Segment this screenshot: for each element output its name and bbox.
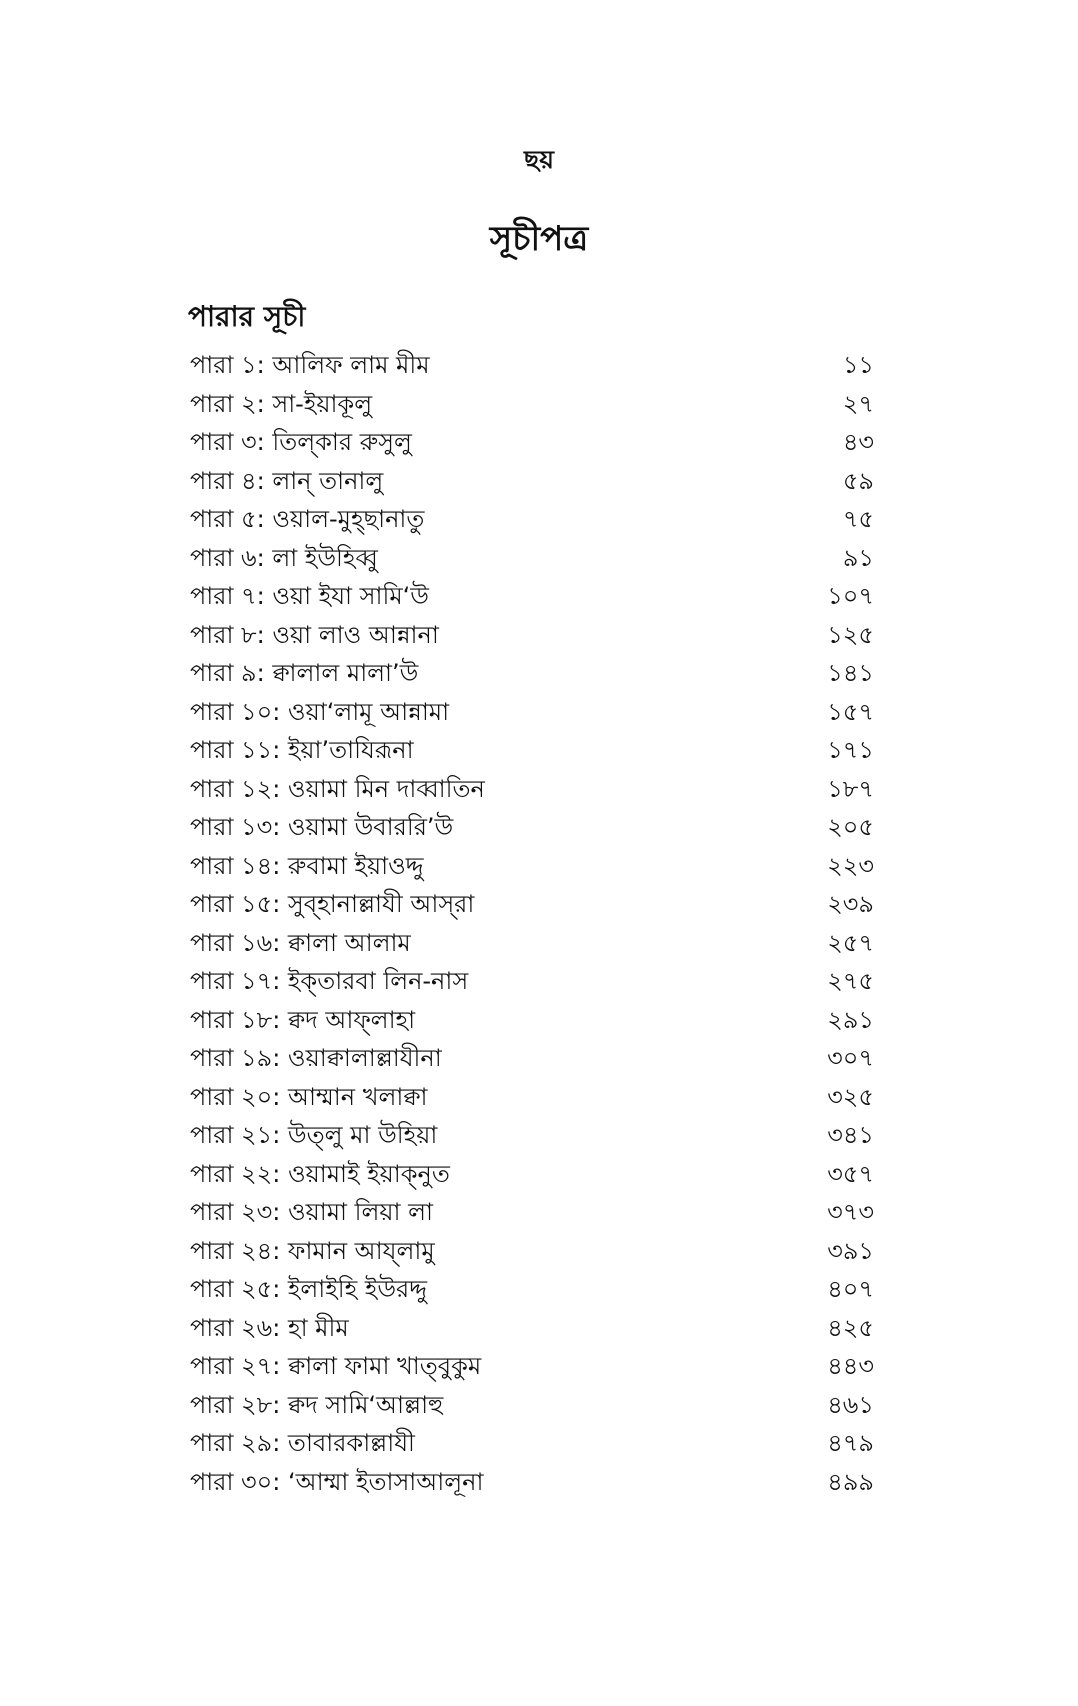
toc-page-number: ৪৪৩	[827, 1352, 874, 1381]
toc-label: পারা ৫: ওয়াল-মুহ্‌ছানাতু	[190, 505, 425, 534]
toc-label: পারা ২৯: তাবারকাল্লাযী	[190, 1429, 415, 1458]
toc-page-number: ২২৩	[827, 851, 874, 880]
toc-row	[190, 887, 874, 926]
toc-label: পারা ১৬: ক্বালা আলাম	[190, 928, 411, 957]
toc-row	[190, 1465, 874, 1504]
toc-page-number: ১০৭	[827, 582, 874, 611]
toc-label: পারা ১২: ওয়ামা মিন দাব্বাতিন	[190, 774, 485, 803]
section-heading: পারার সূচী	[188, 300, 306, 333]
toc-label: পারা ২২: ওয়ামাই ইয়াক্‌নুত	[190, 1159, 450, 1188]
toc-row	[190, 1234, 874, 1273]
toc-page-number: ১১	[842, 351, 874, 380]
toc-row	[190, 502, 874, 541]
toc-page-number: ১৫৭	[827, 697, 874, 726]
toc-row	[190, 1388, 874, 1427]
toc-row	[190, 1311, 874, 1350]
page-number: ছয়	[524, 145, 554, 174]
toc-page-number: ৪৯৯	[827, 1467, 874, 1496]
toc-label: পারা ৭: ওয়া ইযা সামি‘উ	[190, 582, 429, 611]
page-title: সূচীপত্র	[489, 219, 589, 259]
toc-page-number: ২৯১	[827, 1005, 874, 1034]
toc-row	[190, 1426, 874, 1465]
toc-label: পারা ১৮: ক্বদ আফ্‌লাহা	[190, 1005, 416, 1034]
toc-page-number: ১৮৭	[827, 774, 874, 803]
toc-row	[190, 348, 874, 387]
toc-row	[190, 1041, 874, 1080]
toc-label: পারা ২১: উত্‌লু মা উহিয়া	[190, 1121, 438, 1150]
toc-label: পারা ১: আলিফ লাম মীম	[190, 351, 430, 380]
toc-label: পারা ২৭: ক্বালা ফামা খাত্‌বুকুম	[190, 1352, 482, 1381]
toc-list	[190, 348, 874, 1503]
toc-page-number: ২৭	[842, 389, 874, 418]
toc-row	[190, 1080, 874, 1119]
toc-page-number: ৯১	[842, 543, 874, 572]
toc-row	[190, 810, 874, 849]
toc-page-number: ৭৫	[842, 505, 874, 534]
toc-page-number: ৪৩	[842, 428, 874, 457]
toc-row	[190, 579, 874, 618]
toc-row	[190, 656, 874, 695]
toc-page-number: ১৭১	[827, 736, 874, 765]
toc-row	[190, 618, 874, 657]
toc-page-number: ৫৯	[842, 466, 874, 495]
toc-row	[190, 1349, 874, 1388]
toc-row	[190, 849, 874, 888]
toc-label: পারা ২৪: ফামান আয্‌লামু	[190, 1236, 435, 1265]
toc-row	[190, 733, 874, 772]
toc-page-number: ২৩৯	[827, 890, 874, 919]
toc-label: পারা ২৮: ক্বদ সামি‘আল্লাহু	[190, 1390, 444, 1419]
toc-row	[190, 1195, 874, 1234]
toc-row	[190, 541, 874, 580]
toc-page-number: ৪৬১	[827, 1390, 874, 1419]
toc-page-number: ৪০৭	[827, 1275, 874, 1304]
toc-row	[190, 926, 874, 965]
toc-label: পারা ১৩: ওয়ামা উবাররি’উ	[190, 813, 454, 842]
toc-page-number: ৪২৫	[827, 1313, 874, 1342]
toc-row	[190, 772, 874, 811]
toc-label: পারা ১৪: রুবামা ইয়াওদ্দু	[190, 851, 424, 880]
toc-row	[190, 387, 874, 426]
toc-page-number: ৩৯১	[827, 1236, 874, 1265]
toc-page-number: ৪৭৯	[827, 1429, 874, 1458]
toc-row	[190, 464, 874, 503]
toc-label: পারা ২৬: হা মীম	[190, 1313, 349, 1342]
toc-row	[190, 1272, 874, 1311]
toc-label: পারা ২৫: ইলাইহি ইউরদ্দু	[190, 1275, 427, 1304]
toc-label: পারা ১৯: ওয়াক্বালাল্লাযীনা	[190, 1044, 442, 1073]
toc-page-number: ২০৫	[827, 813, 874, 842]
toc-label: পারা ৯: ক্বালাল মালা’উ	[190, 659, 419, 688]
toc-row	[190, 1157, 874, 1196]
toc-label: পারা ১১: ইয়া’তাযিরূনা	[190, 736, 414, 765]
toc-label: পারা ২০: আম্মান খলাক্বা	[190, 1082, 428, 1111]
toc-label: পারা ২: সা-ইয়াকূলু	[190, 389, 373, 418]
toc-row	[190, 695, 874, 734]
toc-label: পারা ১০: ওয়া‘লামূ আন্নামা	[190, 697, 450, 726]
toc-page-number: ৩২৫	[827, 1082, 874, 1111]
toc-page-number: ৩০৭	[827, 1044, 874, 1073]
toc-label: পারা ১৫: সুব্‌হানাল্লাযী আস্‌রা	[190, 890, 475, 919]
toc-page-number: ১২৫	[827, 620, 874, 649]
toc-label: পারা ৩: তিল্‌কার রুসুলু	[190, 428, 412, 457]
toc-label: পারা ১৭: ইক্‌তারবা লিন-নাস	[190, 967, 469, 996]
toc-row	[190, 964, 874, 1003]
toc-page-number: ২৫৭	[827, 928, 874, 957]
toc-page-number: ১৪১	[827, 659, 874, 688]
toc-page-number: ২৭৫	[827, 967, 874, 996]
toc-row	[190, 1118, 874, 1157]
toc-label: পারা ৪: লান্‌ তানালু	[190, 466, 384, 495]
toc-label: পারা ২৩: ওয়ামা লিয়া লা	[190, 1198, 433, 1227]
toc-label: পারা ৬: লা ইউহিব্বু	[190, 543, 378, 572]
toc-row	[190, 425, 874, 464]
toc-page-number: ৩৫৭	[827, 1159, 874, 1188]
toc-page-number: ৩৪১	[827, 1121, 874, 1150]
toc-row	[190, 1003, 874, 1042]
toc-page-number: ৩৭৩	[827, 1198, 874, 1227]
toc-label: পারা ৮: ওয়া লাও আন্নানা	[190, 620, 439, 649]
toc-label: পারা ৩০: ‘আম্মা ইতাসাআলূনা	[190, 1467, 484, 1496]
